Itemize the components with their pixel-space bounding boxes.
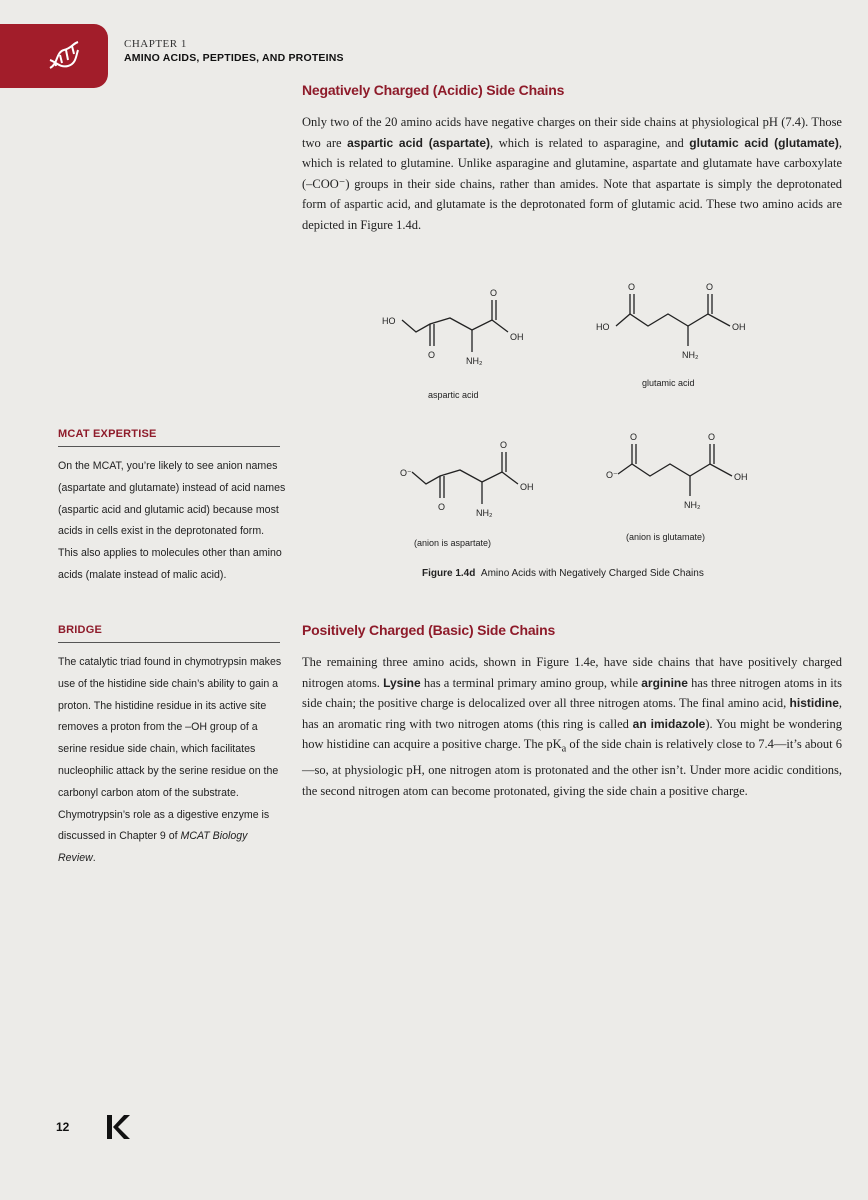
atom-nh2: NH₂ [476, 508, 493, 518]
atom-o: O [428, 350, 436, 360]
svg-text:K: K [104, 1112, 105, 1113]
atom-ho: HO [382, 316, 396, 326]
sidebar-heading-expertise: MCAT EXPERTISE [58, 428, 157, 440]
sidebar-expertise-text: On the MCAT, you’re likely to see anion names (aspartate and glutamate) instead of acid names (aspartic acid and glutamic acid) because most acids in cells exist in the deprotonated form. This also applies to molecules other than amino acids (malate instead of malic acid). [58, 460, 286, 581]
atom-nh2: NH₂ [682, 350, 699, 360]
atom-oh: OH [510, 332, 524, 342]
figure-1-4d-structures [380, 280, 800, 560]
term-arginine: arginine [641, 675, 688, 690]
term-glutamic-acid: glutamic acid (glutamate) [689, 135, 839, 150]
paragraph-acidic: Only two of the 20 amino acids have negative charges on their side chains at physiological pH (7.4). Those two are aspartic acid (aspartate), which is related to asparagine, and glutamic acid (glutamate), which is related to glutamine. Unlike asparagine and glutamine, aspartate and glutamate have carboxylate (–COO⁻) groups in their side chains, rather than amides. Note that aspartate is simply the deprotonated form of aspartic acid, and glutamate is the deprotonated form of glutamic acid. These two amino acids are depicted in Figure 1.4d. [302, 115, 842, 232]
term-aspartic-acid: aspartic acid (aspartate) [347, 135, 491, 150]
label-aspartic-acid: aspartic acid [428, 390, 479, 400]
aspartate-structure [412, 452, 518, 504]
paragraph-basic: The remaining three amino acids, shown in Figure 1.4e, have side chains that have positively charged nitrogen atoms. Lysine has a terminal primary amino group, while arginine has three nitrogen atoms in its side chain; the positive charge is delocalized over all three nitrogen atoms. The final amino acid, histidine, has an aromatic ring with two nitrogen atoms (this ring is called an imidazole). You might be wondering how histidine can acquire a positive charge. The $pK_a$ of the side chain is relatively close to 7.4—it’s about 6—so, at physiologic pH, one nitrogen atom is protonated and the other isn’t. Under more acidic conditions, the second nitrogen atom can become protonated, giving the side chain a positive charge. [302, 655, 843, 798]
atom-o: O [500, 440, 508, 450]
chapter-tab [0, 24, 108, 88]
atom-o: O [628, 282, 636, 292]
atom-nh2: NH₂ [684, 500, 701, 510]
atom-o: O [490, 288, 498, 298]
dna-icon [46, 38, 82, 74]
sidebar-heading-bridge: BRIDGE [58, 624, 102, 636]
atom-oh: OH [520, 482, 534, 492]
atom-ho: HO [596, 322, 610, 332]
sidebar-divider [58, 446, 280, 447]
glutamate-structure [618, 444, 732, 496]
atom-o: O [708, 432, 716, 442]
chapter-title: AMINO ACIDS, PEPTIDES, AND PROTEINS [124, 52, 344, 64]
term-histidine: histidine [789, 696, 839, 710]
section-heading-acidic: Negatively Charged (Acidic) Side Chains [302, 82, 565, 98]
section-heading-basic: Positively Charged (Basic) Side Chains [302, 622, 556, 638]
book-title: MCAT Biology Review [58, 830, 248, 865]
figure-caption-text: Amino Acids with Negatively Charged Side Chains [480, 568, 704, 579]
page-number: 12 [56, 1120, 70, 1134]
atom-oh: OH [734, 472, 748, 482]
chapter-label: CHAPTER 1 [124, 38, 187, 50]
atom-oh: OH [732, 322, 746, 332]
atom-o: O [706, 282, 714, 292]
atom-o: O [438, 502, 446, 512]
sidebar-bridge-text: The catalytic triad found in chymotrypsin makes use of the histidine side chain’s ability to gain a proton. The histidine residue in its active site removes a proton from the –OH group of a serine residue side chain, which facilitates nucleophilic attack by the serine residue on the carbonyl carbon atom of the substrate. Chymotrypsin’s role as a digestive enzyme is discussed in Chapter 9 of MCAT Biology Review. [58, 656, 282, 865]
sidebar-divider [58, 642, 280, 643]
atom-o-minus: O⁻ [606, 470, 618, 480]
term-lysine: Lysine [383, 675, 421, 690]
figure-caption [422, 568, 704, 579]
atom-nh2: NH₂ [466, 356, 483, 366]
atom-o-minus: O⁻ [400, 468, 412, 478]
term-imidazole: an imidazole [632, 716, 706, 731]
label-glutamic-acid: glutamic acid [642, 378, 695, 388]
figure-number: Figure 1.4d [422, 568, 476, 579]
kaplan-k-icon [104, 1112, 132, 1142]
glutamic-acid-structure [616, 294, 730, 346]
aspartic-acid-structure [402, 300, 508, 352]
atom-o: O [630, 432, 638, 442]
label-aspartate: (anion is aspartate) [414, 538, 492, 548]
label-glutamate: (anion is glutamate) [626, 532, 706, 542]
